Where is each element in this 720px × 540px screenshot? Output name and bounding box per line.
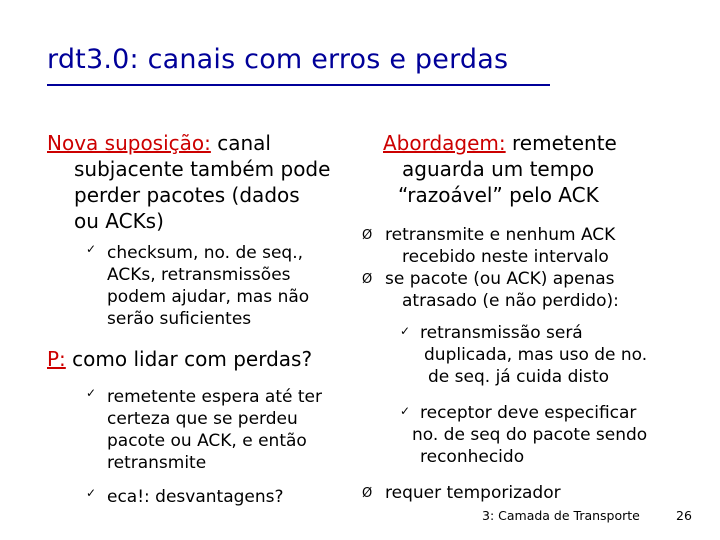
bullet1-line-4: serão suficientes <box>107 309 252 329</box>
check-icon: ✓ <box>86 486 97 500</box>
question-label: P: <box>47 347 66 371</box>
bullet2-line-4: retransmite <box>107 453 207 473</box>
slide-title: rdt3.0: canais com erros e perdas <box>47 44 509 75</box>
sub1-line-2: duplicada, mas uso de no. <box>424 345 648 365</box>
bullet1-line-3: podem ajudar, mas não <box>107 287 310 307</box>
item1-line-1: retransmite e nenhum ACK <box>385 225 616 245</box>
bullet2-line-2: certeza que se perdeu <box>107 409 298 429</box>
bullet1-line-1: checksum, no. de seq., <box>107 243 304 263</box>
assumption-line-1: Nova suposição: canal <box>47 131 271 155</box>
check-icon: ✓ <box>400 404 411 418</box>
assumption-line-2: subjacente também pode <box>74 157 331 181</box>
assumption-line-3: perder pacotes (dados <box>74 183 300 207</box>
approach-label: Abordagem: <box>383 131 506 155</box>
check-icon: ✓ <box>400 324 411 338</box>
item2-line-2: atrasado (e não perdido): <box>402 291 619 311</box>
bullet1-line-2: ACKs, retransmissões <box>107 265 291 285</box>
check-icon: ✓ <box>86 242 97 256</box>
arrow-bullet-icon: Ø <box>362 272 373 287</box>
assumption-label: Nova suposição: <box>47 131 211 155</box>
arrow-bullet-icon: Ø <box>362 228 373 243</box>
question-line: P: como lidar com perdas? <box>47 347 313 371</box>
sub1-line-3: de seq. já cuida disto <box>428 367 610 387</box>
page-number: 26 <box>676 508 692 523</box>
bullet2-line-3: pacote ou ACK, e então <box>107 431 307 451</box>
item1-line-2: recebido neste intervalo <box>402 247 609 267</box>
sub1-line-1: retransmissão será <box>420 323 583 343</box>
item3-line: requer temporizador <box>385 483 561 503</box>
check-icon: ✓ <box>86 386 97 400</box>
item2-line-1: se pacote (ou ACK) apenas <box>385 269 615 289</box>
assumption-line-4: ou ACKs) <box>74 209 164 233</box>
sub2-line-1: receptor deve especificar <box>420 403 637 423</box>
bullet2-line-1: remetente espera até ter <box>107 387 322 407</box>
approach-line-1: Abordagem: remetente <box>383 131 617 155</box>
approach-line-2: aguarda um tempo <box>402 157 595 181</box>
bullet3-line: eca!: desvantagens? <box>107 487 284 507</box>
sub2-line-3: reconhecido <box>420 447 525 467</box>
sub2-line-2: no. de seq do pacote sendo <box>412 425 648 445</box>
arrow-bullet-icon: Ø <box>362 486 373 501</box>
footer-chapter: 3: Camada de Transporte <box>482 508 640 523</box>
title-underline <box>47 84 550 86</box>
approach-line-3: “razoável” pelo ACK <box>398 183 599 207</box>
